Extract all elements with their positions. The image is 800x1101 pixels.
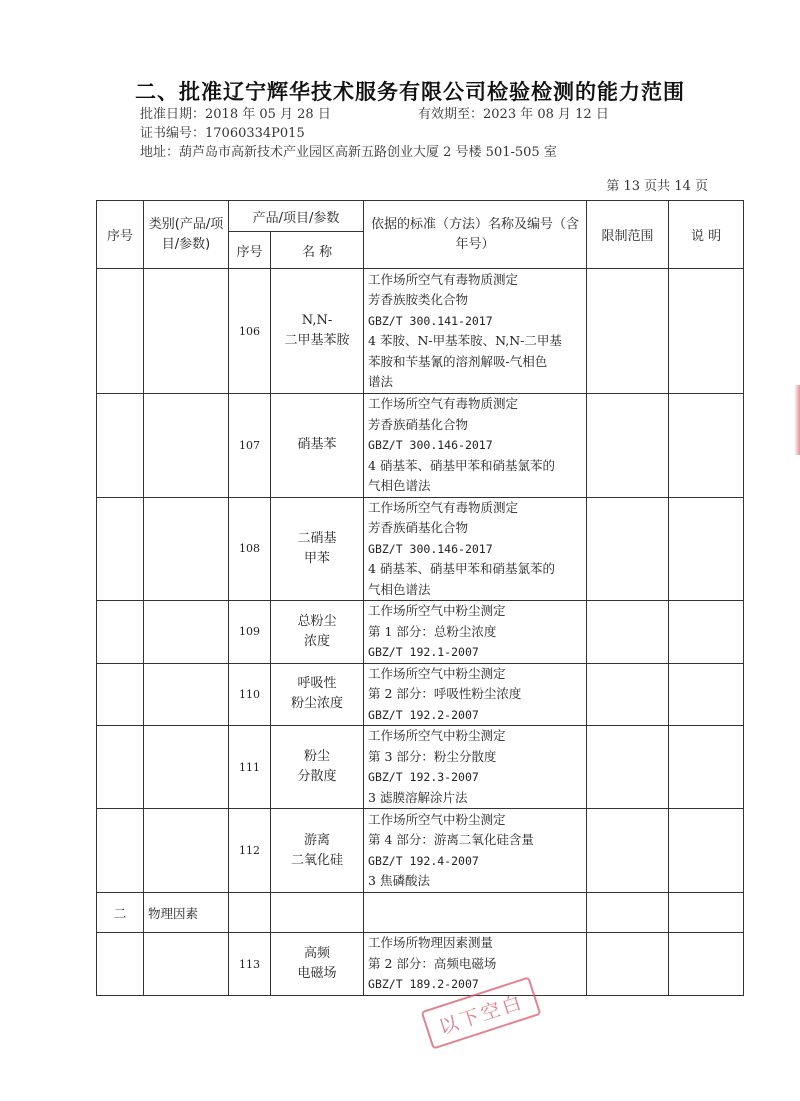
standard-basis: 工作场所物理因素测量 第 2 部分：高频电磁场 GBZ/T 189.2-2007: [364, 933, 587, 996]
header-item-no: 序号: [229, 232, 271, 269]
item-name: 高频 电磁场: [271, 933, 364, 996]
item-number: 110: [229, 663, 271, 726]
item-name: 硝基苯: [271, 394, 364, 498]
standard-basis: 工作场所空气中粉尘测定 第 4 部分：游离二氧化硅含量 GBZ/T 192.4-2007 3 焦磷酸法: [364, 809, 587, 893]
valid-until: 有效期至：2023 年 08 月 12 日: [418, 107, 609, 122]
item-number: 108: [229, 497, 271, 601]
item-name: 二硝基 甲苯: [271, 497, 364, 601]
table-row: [97, 663, 744, 726]
item-number: 109: [229, 601, 271, 664]
item-name: 呼吸性 粉尘浓度: [271, 663, 364, 726]
approval-date: 批准日期：2018 年 05 月 28 日: [140, 107, 331, 122]
blank-below-stamp: 以下空白: [421, 976, 542, 1049]
capability-table: [96, 200, 744, 996]
item-number: 113: [229, 933, 271, 996]
table-row: [97, 933, 744, 996]
header-category: 类别(产品/项目/参数): [144, 201, 229, 269]
item-number: 112: [229, 809, 271, 893]
item-name: N,N- 二甲基苯胺: [271, 269, 364, 394]
section-row: [97, 893, 744, 933]
header-item-name: 名 称: [271, 232, 364, 269]
standard-basis: 工作场所空气有毒物质测定 芳香族硝基化合物 GBZ/T 300.146-2017 4 硝基苯、硝基甲苯和硝基氯苯的 气相色谱法: [364, 497, 587, 601]
standard-basis: 工作场所空气中粉尘测定 第 3 部分：粉尘分散度 GBZ/T 192.3-2007 3 滤膜溶解涂片法: [364, 726, 587, 809]
header-standard: 依据的标准（方法）名称及编号（含年号）: [364, 201, 587, 269]
table-row: [97, 497, 744, 601]
item-name: 粉尘 分散度: [271, 726, 364, 809]
standard-basis: 工作场所空气有毒物质测定 芳香族硝基化合物 GBZ/T 300.146-2017 4 硝基苯、硝基甲苯和硝基氯苯的 气相色谱法: [364, 394, 587, 498]
item-name: 总粉尘 浓度: [271, 601, 364, 664]
certificate-number: 证书编号：17060334P015: [140, 126, 305, 141]
header-limits: 限制范围: [587, 201, 669, 269]
header-seq: 序号: [97, 201, 144, 269]
table-row: [97, 601, 744, 664]
item-number: 111: [229, 726, 271, 809]
standard-basis: 工作场所空气有毒物质测定 芳香族胺类化合物 GBZ/T 300.141-2017 4 苯胺、N-甲基苯胺、N,N-二甲基 苯胺和苄基氰的溶剂解吸-气相色 谱法: [364, 269, 587, 394]
section-category: 物理因素: [144, 893, 229, 933]
section-seq: 二: [97, 893, 144, 933]
table-row: [97, 726, 744, 809]
table-row: [97, 394, 744, 498]
address: 地址：葫芦岛市高新技术产业园区高新五路创业大厦 2 号楼 501-505 室: [140, 145, 557, 160]
standard-basis: 工作场所空气中粉尘测定 第 2 部分：呼吸性粉尘浓度 GBZ/T 192.2-2007: [364, 663, 587, 726]
header-notes: 说 明: [669, 201, 744, 269]
header-product-group: 产品/项目/参数: [229, 201, 364, 232]
item-number: 107: [229, 394, 271, 498]
item-number: 106: [229, 269, 271, 394]
table-row: [97, 809, 744, 893]
table-row: [97, 269, 744, 394]
edge-seal-mark: [794, 385, 800, 455]
standard-basis: 工作场所空气中粉尘测定 第 1 部分：总粉尘浓度 GBZ/T 192.1-2007: [364, 601, 587, 664]
page-number: 第 13 页共 14 页: [606, 179, 708, 194]
item-name: 游离 二氧化硅: [271, 809, 364, 893]
document-title: 二、批准辽宁辉华技术服务有限公司检验检测的能力范围: [135, 80, 685, 104]
